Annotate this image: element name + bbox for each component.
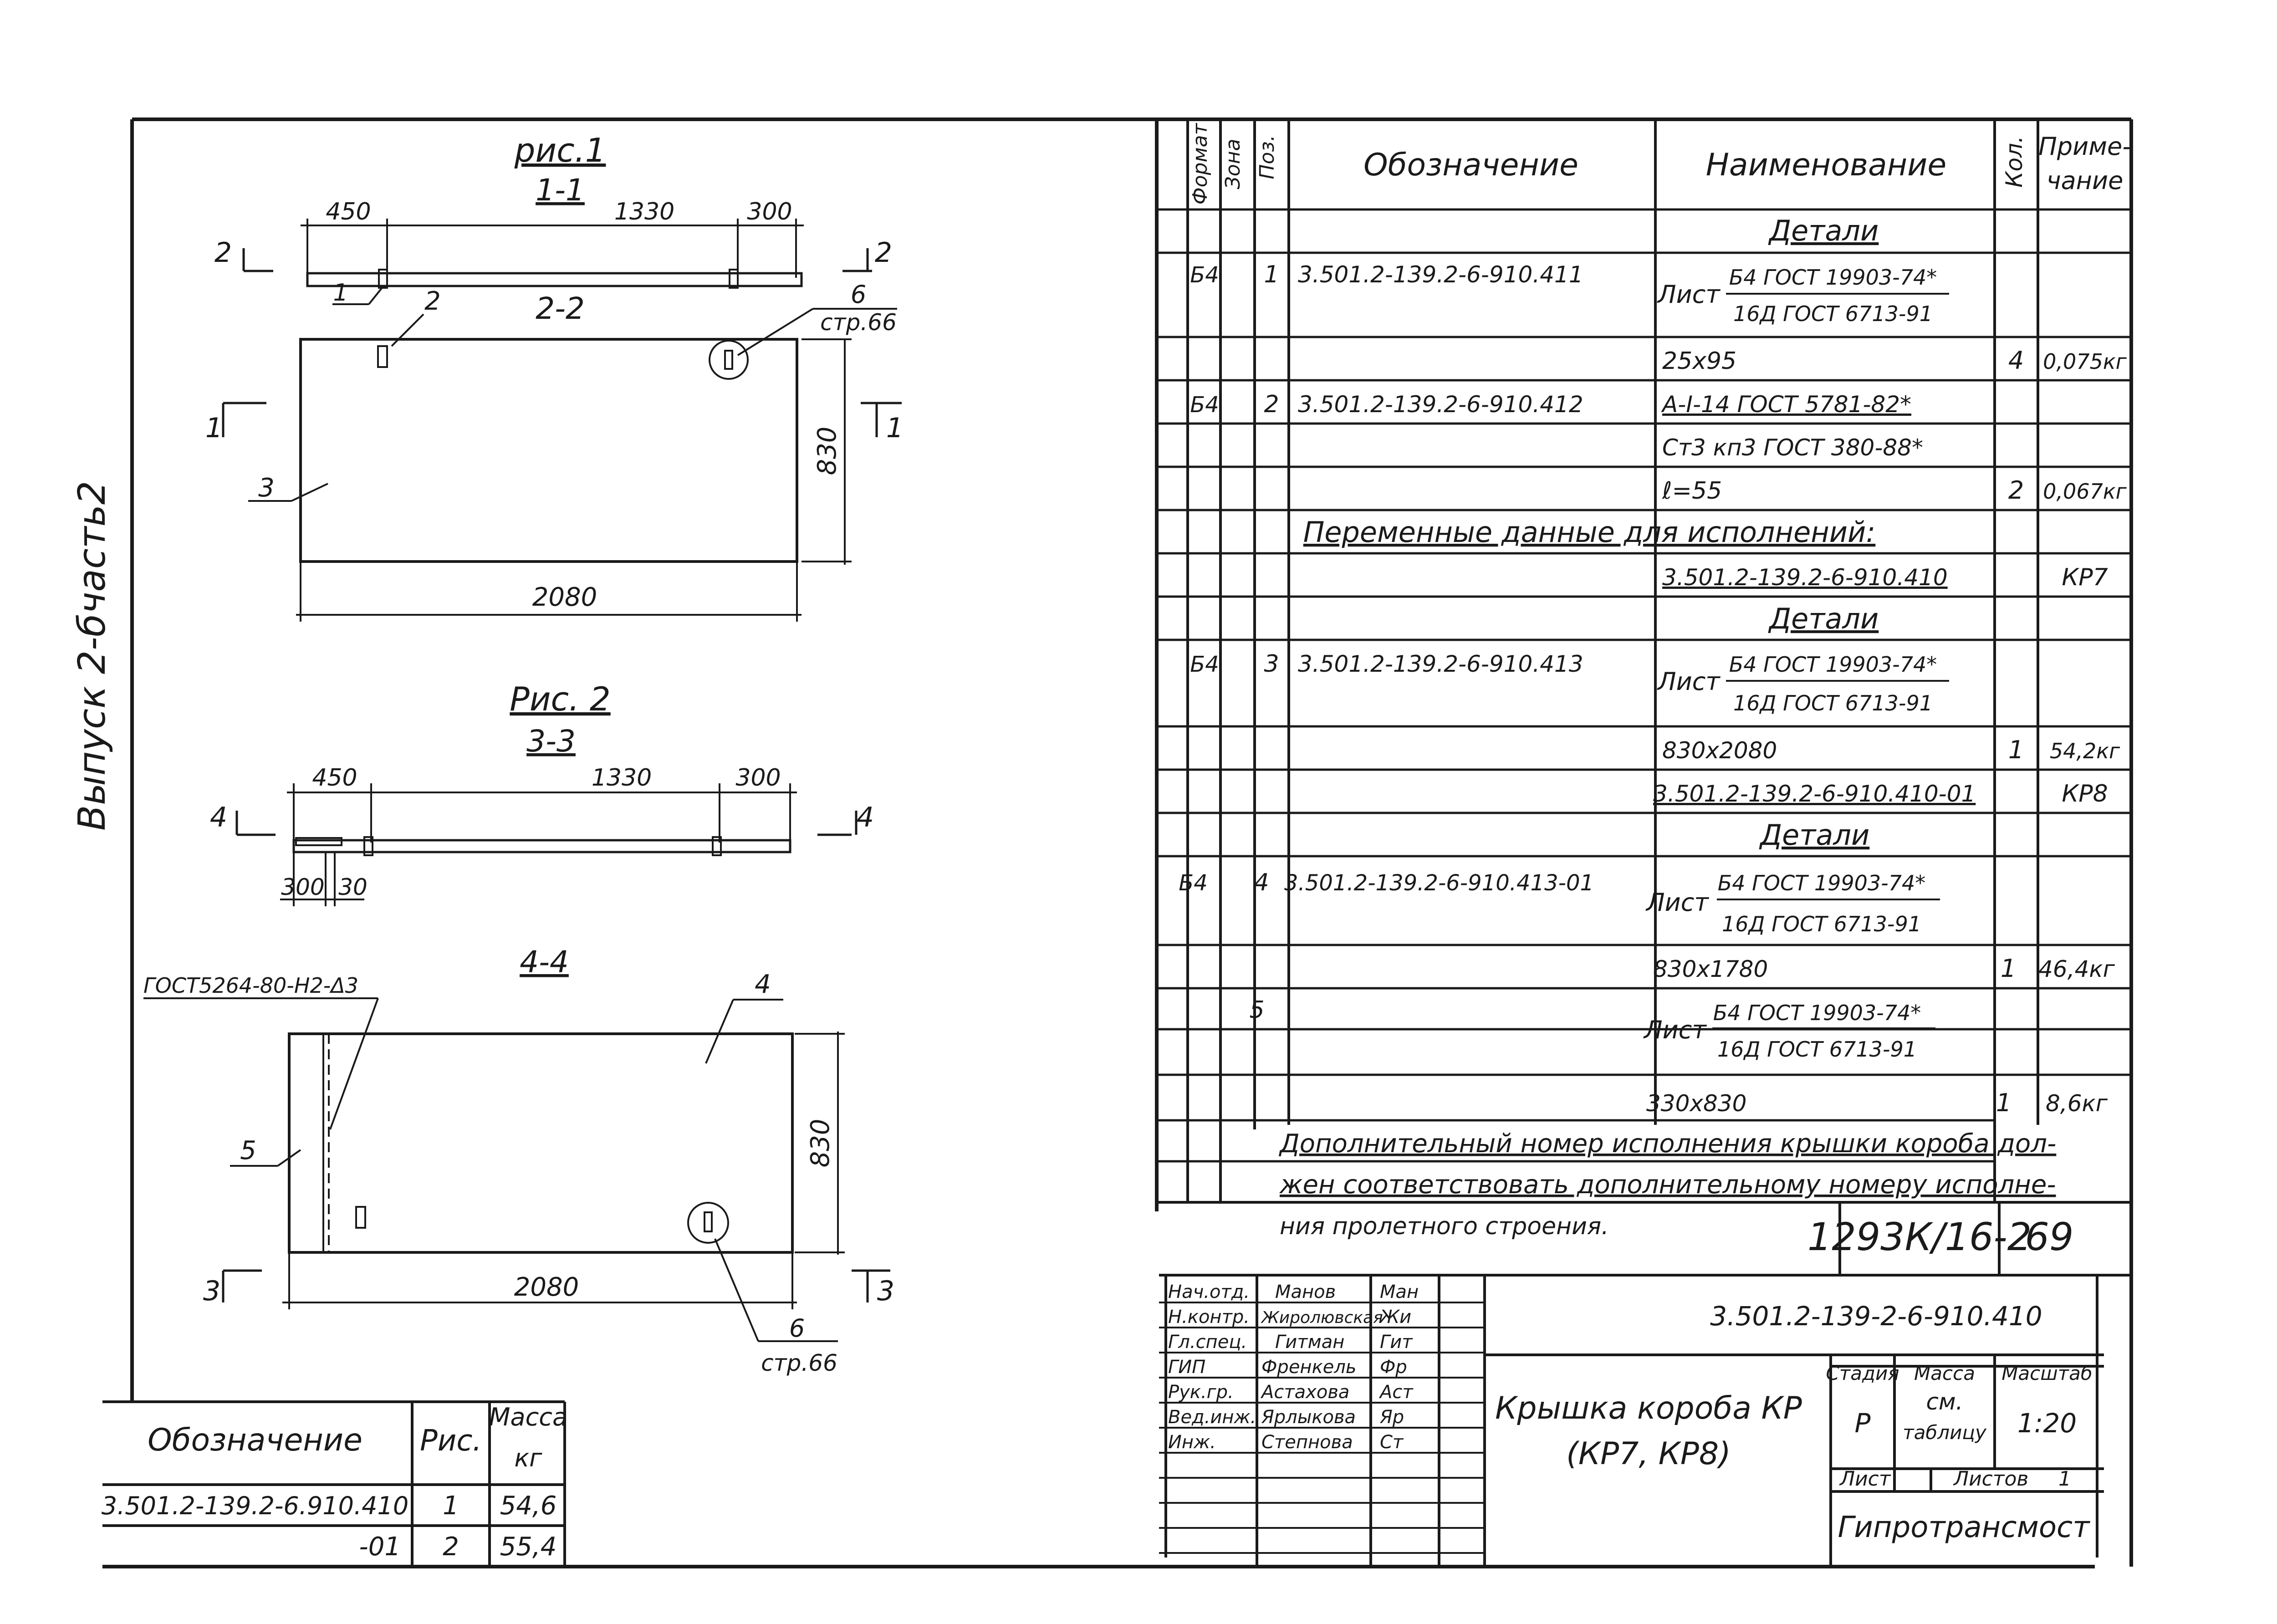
fig1-pos-3: 3 bbox=[258, 473, 275, 503]
spec-row-sheet-prefix: Лист bbox=[1646, 888, 1709, 917]
spec-header-name: Наименование bbox=[1705, 147, 1947, 183]
fig1-cut-2-left: 2 bbox=[214, 237, 232, 269]
stamp-name: Степнова bbox=[1261, 1432, 1353, 1453]
fig2-pos-5: 5 bbox=[240, 1136, 256, 1165]
spec-section-details: Детали bbox=[1769, 214, 1879, 247]
spec-note-line: жен соответствовать дополнительному номеру исполне- bbox=[1280, 1170, 2056, 1200]
fig2-dim-30: 30 bbox=[338, 874, 368, 900]
spec-row-fraction-num: Б4 ГОСТ 19903-74* bbox=[1729, 265, 1937, 290]
side-label: Выпуск 2-бчасть2 bbox=[71, 480, 114, 831]
spec-row-format: Б4 bbox=[1190, 262, 1219, 288]
fig2-dim-1330: 1330 bbox=[591, 764, 652, 792]
spec-row-fraction-num: Б4 ГОСТ 19903-74* bbox=[1717, 871, 1926, 895]
fig2-section-3-3: 3-3 bbox=[526, 724, 576, 759]
stamp-role: Гл.спец. bbox=[1168, 1332, 1247, 1353]
fig2-dim-450: 450 bbox=[312, 764, 357, 792]
stage-value: Р bbox=[1854, 1408, 1871, 1439]
spec-row-note: 0,067кг bbox=[2043, 479, 2127, 504]
spec-header-note: Приме- bbox=[2038, 132, 2131, 161]
fig2-title: Рис. 2 bbox=[510, 680, 611, 718]
fig1-dim-300: 300 bbox=[747, 198, 792, 225]
stamp-signature: Ман bbox=[1380, 1282, 1419, 1302]
spec-row-name: 830х1780 bbox=[1653, 956, 1768, 982]
fig2-callout-6: 6 bbox=[789, 1314, 805, 1343]
drawing-title-variants: (КР7, КР8) bbox=[1566, 1436, 1731, 1472]
spec-row-fraction-num: Б4 ГОСТ 19903-74* bbox=[1729, 652, 1937, 677]
mass-table-row-designation: -01 bbox=[359, 1532, 401, 1562]
spec-row-qty: 1 bbox=[2008, 735, 2024, 764]
spec-row-fraction-den: 16Д ГОСТ 6713-91 bbox=[1733, 301, 1933, 326]
fig2-dim-300b: 300 bbox=[281, 874, 325, 900]
sheets-value: 1 bbox=[2058, 1467, 2071, 1491]
spec-header-qty: Кол. bbox=[2001, 136, 2027, 188]
stamp-name: Жиролювская bbox=[1261, 1308, 1383, 1327]
stamp-role: Нач.отд. bbox=[1168, 1282, 1250, 1302]
document-number: 3.501.2-139-2-6-910.410 bbox=[1710, 1301, 2042, 1332]
mass-table-header-kg: кг bbox=[514, 1444, 542, 1472]
spec-row-note: 8,6кг bbox=[2046, 1090, 2108, 1117]
spec-row-qty: 2 bbox=[2008, 476, 2024, 505]
spec-variable-data-header: Переменные данные для исполнений: bbox=[1303, 516, 1876, 549]
spec-row-designation: 3.501.2-139.2-6-910.413-01 bbox=[1284, 870, 1594, 896]
scale-header: Масштаб bbox=[2001, 1362, 2093, 1384]
spec-header-note: чание bbox=[2046, 166, 2124, 195]
stamp-role: Рук.гр. bbox=[1168, 1382, 1234, 1403]
fig2-cut-3-left: 3 bbox=[203, 1275, 221, 1307]
fig1-callout-6: 6 bbox=[850, 280, 867, 309]
spec-row-qty: 1 bbox=[2000, 954, 2017, 983]
spec-row-name: ℓ=55 bbox=[1662, 477, 1722, 505]
spec-row-fraction-den: 16Д ГОСТ 6713-91 bbox=[1733, 691, 1933, 715]
album-number: 1293К/16-2 bbox=[1807, 1215, 2032, 1259]
stamp-name: Френкель bbox=[1261, 1357, 1357, 1378]
stamp-role: ГИП bbox=[1168, 1357, 1206, 1378]
fig1-dim-450: 450 bbox=[326, 198, 371, 225]
stamp-signature: Яр bbox=[1380, 1407, 1404, 1428]
spec-row-sheet-prefix: Лист bbox=[1658, 280, 1720, 309]
mass-table-row-mass: 55,4 bbox=[500, 1532, 557, 1562]
spec-row-sheet-prefix: Лист bbox=[1644, 1016, 1706, 1044]
fig1-section-2-2: 2-2 bbox=[536, 291, 585, 326]
spec-section-details: Детали bbox=[1769, 602, 1879, 635]
scale-value: 1:20 bbox=[2017, 1408, 2077, 1439]
stamp-role: Н.контр. bbox=[1168, 1307, 1250, 1328]
spec-row-note: 46,4кг bbox=[2038, 956, 2115, 982]
spec-variant-note: КР8 bbox=[2062, 780, 2108, 807]
fig2-cut-4-right: 4 bbox=[856, 802, 874, 833]
spec-row-name: А-I-14 ГОСТ 5781-82* bbox=[1662, 391, 1912, 418]
spec-row-pos: 3 bbox=[1264, 650, 1279, 678]
spec-row-designation: 3.501.2-139.2-6-910.413 bbox=[1298, 651, 1583, 677]
stamp-name: Гитман bbox=[1275, 1332, 1345, 1353]
fig1-pos-1: 1 bbox=[333, 279, 348, 306]
spec-note-line: ния пролетного строения. bbox=[1280, 1213, 1609, 1240]
spec-row-designation: 3.501.2-139.2-6-910.411 bbox=[1298, 261, 1583, 288]
spec-row-qty: 4 bbox=[2008, 346, 2024, 375]
stamp-name: Манов bbox=[1275, 1282, 1336, 1302]
mass-table-header-fig: Рис. bbox=[420, 1424, 482, 1458]
spec-row-note: 0,075кг bbox=[2043, 349, 2127, 374]
spec-section-details: Детали bbox=[1760, 818, 1870, 852]
spec-row-fraction-den: 16Д ГОСТ 6713-91 bbox=[1717, 1037, 1917, 1062]
stamp-signature: Ст bbox=[1380, 1432, 1404, 1453]
sheet-label: Лист bbox=[1840, 1467, 1891, 1491]
mass-table-row-fig: 2 bbox=[443, 1532, 459, 1562]
spec-row-qty: 1 bbox=[1996, 1088, 2012, 1117]
stamp-role: Вед.инж. bbox=[1168, 1407, 1256, 1428]
fig1-height-830: 830 bbox=[812, 426, 842, 475]
spec-header-format: Формат bbox=[1189, 123, 1212, 205]
fig1-title: рис.1 bbox=[514, 131, 606, 169]
spec-row-pos: 5 bbox=[1249, 996, 1265, 1024]
spec-row-format: Б4 bbox=[1179, 870, 1208, 896]
fig1-section-1-1: 1-1 bbox=[536, 173, 585, 208]
fig2-width-2080: 2080 bbox=[514, 1272, 579, 1302]
spec-row-name: Ст3 кп3 ГОСТ 380-88* bbox=[1662, 434, 1923, 461]
spec-variant-designation: 3.501.2-139.2-6-910.410-01 bbox=[1653, 781, 1976, 807]
mass-table-row-fig: 1 bbox=[443, 1491, 459, 1521]
fig1-callout-page: стр.66 bbox=[820, 309, 897, 336]
spec-row-fraction-num: Б4 ГОСТ 19903-74* bbox=[1713, 1001, 1921, 1025]
drawing-title: Крышка короба КР bbox=[1495, 1390, 1802, 1426]
stamp-signature: Гит bbox=[1380, 1332, 1413, 1353]
spec-header-designation: Обозначение bbox=[1363, 147, 1578, 183]
spec-row-designation: 3.501.2-139.2-6-910.412 bbox=[1298, 391, 1583, 418]
spec-row-pos: 2 bbox=[1264, 391, 1279, 418]
fig1-cut-1-right: 1 bbox=[886, 412, 904, 444]
stamp-name: Астахова bbox=[1261, 1382, 1350, 1403]
spec-variant-note: КР7 bbox=[2062, 564, 2108, 591]
spec-header-zone: Зона bbox=[1221, 138, 1245, 189]
fig2-section-4-4: 4-4 bbox=[520, 945, 569, 980]
fig2-callout-page: стр.66 bbox=[761, 1350, 837, 1376]
stamp-role: Инж. bbox=[1168, 1432, 1216, 1453]
fig2-weld-note: ГОСТ5264-80-Н2-Δ3 bbox=[143, 973, 359, 998]
fig1-cut-2-right: 2 bbox=[874, 237, 893, 269]
fig1-cut-1-left: 1 bbox=[205, 412, 223, 444]
stage-header: Стадия bbox=[1826, 1362, 1899, 1384]
fig1-pos-2: 2 bbox=[424, 286, 441, 316]
fig1-dim-1330: 1330 bbox=[614, 198, 675, 225]
spec-row-name: 830х2080 bbox=[1662, 737, 1777, 764]
mass-table-row-mass: 54,6 bbox=[500, 1491, 557, 1521]
mass-table-row-designation: 3.501.2-139.2-6.910.410 bbox=[101, 1491, 409, 1520]
mass-value: таблицу bbox=[1903, 1421, 1986, 1444]
spec-header-pos: Поз. bbox=[1256, 135, 1279, 179]
fig2-cut-4-left: 4 bbox=[209, 802, 228, 833]
stamp-name: Ярлыкова bbox=[1261, 1407, 1356, 1428]
fig2-pos-4: 4 bbox=[755, 970, 771, 999]
spec-row-format: Б4 bbox=[1190, 392, 1219, 418]
fig1-width-2080: 2080 bbox=[532, 582, 597, 612]
sheets-label: Листов bbox=[1954, 1467, 2029, 1491]
page-number: 69 bbox=[2025, 1215, 2074, 1259]
spec-row-fraction-den: 16Д ГОСТ 6713-91 bbox=[1722, 912, 1921, 936]
spec-row-sheet-prefix: Лист bbox=[1658, 667, 1720, 696]
spec-row-pos: 1 bbox=[1264, 261, 1279, 288]
fig2-height-830: 830 bbox=[806, 1118, 835, 1168]
spec-row-format: Б4 bbox=[1190, 652, 1219, 677]
stamp-signature: Жи bbox=[1380, 1307, 1412, 1328]
mass-value: см. bbox=[1926, 1389, 1963, 1415]
fig2-cut-3-right: 3 bbox=[877, 1275, 895, 1307]
spec-variant-designation: 3.501.2-139.2-6-910.410 bbox=[1662, 564, 1948, 591]
spec-row-pos: 4 bbox=[1254, 869, 1269, 896]
mass-table-header-mass: Масса bbox=[489, 1403, 568, 1431]
stamp-signature: Фр bbox=[1380, 1357, 1407, 1378]
spec-row-name: 25х95 bbox=[1662, 347, 1737, 375]
organization-name: Гипротрансмост bbox=[1838, 1511, 2090, 1544]
stamp-signature: Аст bbox=[1380, 1382, 1413, 1403]
mass-header: Масса bbox=[1914, 1362, 1975, 1384]
spec-row-note: 54,2кг bbox=[2049, 739, 2120, 763]
spec-row-name: 330х830 bbox=[1646, 1090, 1747, 1117]
mass-table-header-designation: Обозначение bbox=[148, 1422, 362, 1458]
fig2-dim-300: 300 bbox=[735, 764, 781, 792]
spec-note-line: Дополнительный номер исполнения крышки короба дол- bbox=[1280, 1129, 2057, 1159]
